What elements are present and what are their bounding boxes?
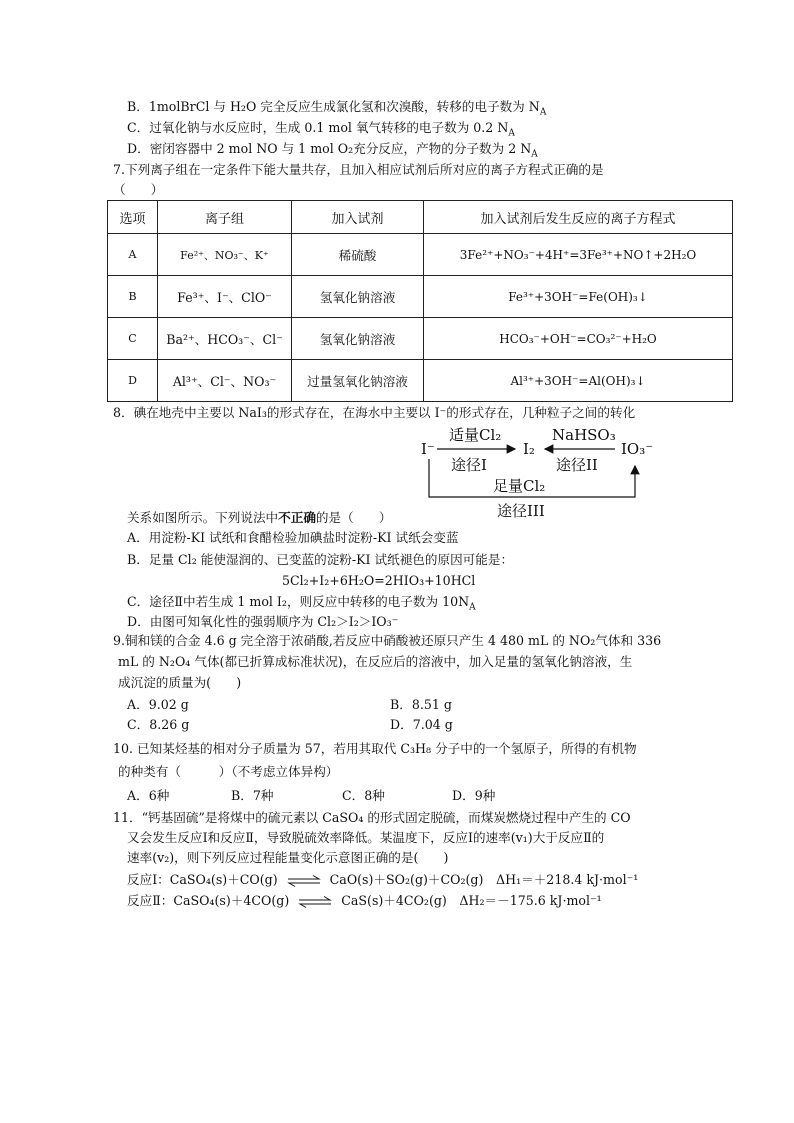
table-cell-equation: HCO₃⁻+OH⁻=CO₃²⁻+H₂O (424, 318, 733, 360)
q8-option-b-equation: 5Cl₂+I₂+6H₂O=2HIO₃+10HCl (282, 573, 476, 588)
equilibrium-arrow-icon (297, 896, 333, 908)
q10-stem-line2: 的种类有（ ）（不考虑立体异构） (118, 764, 339, 779)
table-cell-reagent: 氢氧化钠溶液 (292, 318, 424, 360)
q9-stem-line3: 成沉淀的质量为( ) (118, 675, 242, 690)
table-cell-option: C (108, 318, 158, 360)
q8-option-c: C．途径Ⅱ中若生成 1 mol I₂，则反应中转移的电子数为 $10N_A$ (127, 594, 476, 613)
table-cell-equation: 3Fe²⁺+NO₃⁻+4H⁺=3Fe³⁺+NO↑+2H₂O (424, 234, 733, 276)
q7-answer-bracket: （ ） (113, 182, 164, 197)
table-cell-ions: Ba²⁺、HCO₃⁻、Cl⁻ (158, 318, 292, 360)
q10-option-c: C．8种 (342, 788, 385, 803)
path3-name: 途径III (497, 502, 545, 520)
table-cell-reagent: 稀硫酸 (292, 234, 424, 276)
q9-option-b: B．8.51 g (390, 697, 452, 712)
q11-reaction-1: 反应Ⅰ：CaSO₄(s)＋CO(g) CaO(s)＋SO₂(g)＋CO₂(g) ΔH₁＝＋218.4 kJ·mol⁻¹ (127, 872, 639, 887)
q7-ion-table (107, 200, 733, 402)
q9-option-a: A．9.02 g (127, 697, 189, 712)
table-cell-option: D (108, 360, 158, 402)
table-row (108, 318, 733, 360)
q6-option-b: B．1molBrCl 与 H₂O 完全反应生成氯化氢和次溴酸，转移的电子数为 $N_A$ (127, 99, 547, 118)
table-cell-option: A (108, 234, 158, 276)
species-iodide: I⁻ (421, 440, 435, 458)
table-cell-option: B (108, 276, 158, 318)
q6-option-d: D．密闭容器中 2 mol NO 与 1 mol O₂充分反应，产物的分子数为 2 $N_A$ (127, 141, 538, 160)
q8-option-d: D．由图可知氧化性的强弱顺序为 Cl₂＞I₂＞IO₃⁻ (127, 614, 399, 629)
q11-reaction-2: 反应Ⅱ：CaSO₄(s)＋4CO(g) CaS(s)＋4CO₂(g) ΔH₂＝－175.6 kJ·mol⁻¹ (127, 893, 602, 908)
path2-reagent: NaHSO₃ (552, 426, 616, 444)
table-row (108, 276, 733, 318)
table-header: 加入试剂 (292, 201, 424, 234)
q6-option-c: C．过氧化钠与水反应时，生成 0.1 mol 氧气转移的电子数为 0.2 $N_A$ (127, 120, 515, 139)
path3-reagent: 足量Cl₂ (493, 477, 546, 495)
q9-option-c: C．8.26 g (127, 717, 190, 732)
table-row (108, 234, 733, 276)
path1-name: 途径I (451, 456, 487, 474)
q10-option-b: B．7种 (231, 788, 274, 803)
q8-option-b: B．足量 Cl₂ 能使湿润的、已变蓝的淀粉-KI 试纸褪色的原因可能是： (127, 552, 514, 567)
table-header-row (108, 201, 733, 234)
equilibrium-arrow-icon (286, 875, 322, 887)
table-row (108, 360, 733, 402)
table-header: 离子组 (158, 201, 292, 234)
q10-stem: 10. 已知某烃基的相对分子质量为 57，若用其取代 C₃H₈ 分子中的一个氢原子，所得的有机物 (113, 741, 637, 756)
q10-option-a: A．6种 (127, 788, 170, 803)
path1-reagent: 适量Cl₂ (449, 426, 502, 444)
species-iodate: IO₃⁻ (621, 440, 654, 458)
table-cell-equation: Al³⁺+3OH⁻=Al(OH)₃↓ (424, 360, 733, 402)
table-header: 加入试剂后发生反应的离子方程式 (424, 201, 733, 234)
q10-option-d: D．9种 (452, 788, 496, 803)
q9-option-d: D．7.04 g (390, 717, 453, 732)
q11-stem: 11．“钙基固硫”是将煤中的硫元素以 CaSO₄ 的形式固定脱硫，而煤炭燃烧过程中产生的 CO (113, 810, 631, 825)
q8-stem: 8．碘在地壳中主要以 NaI₃的形式存在，在海水中主要以 I⁻的形式存在，几种粒子之间的转化 (113, 405, 636, 420)
table-cell-ions: Fe³⁺、I⁻、ClO⁻ (158, 276, 292, 318)
q11-stem-line3: 速率(v₂)，则下列反应过程能量变化示意图正确的是( ) (127, 850, 449, 865)
q8-stem-continued: 关系如图所示。下列说法中不正确的是（ ） (127, 510, 392, 525)
table-cell-reagent: 过量氢氧化钠溶液 (292, 360, 424, 402)
table-cell-ions: Fe²⁺、NO₃⁻、K⁺ (158, 234, 292, 276)
q7-stem: 7.下列离子组在一定条件下能大量共存，且加入相应试剂后所对应的离子方程式正确的是 (113, 162, 604, 177)
path2-name: 途径II (556, 456, 598, 474)
q11-stem-line2: 又会发生反应Ⅰ和反应Ⅱ，导致脱硫效率降低。某温度下，反应Ⅰ的速率(v₁)大于反应Ⅱ的 (127, 830, 605, 845)
table-cell-ions: Al³⁺、Cl⁻、NO₃⁻ (158, 360, 292, 402)
q8-option-a: A．用淀粉-KI 试纸和食醋检验加碘盐时淀粉-KI 试纸会变蓝 (127, 530, 459, 545)
species-iodine: I₂ (523, 440, 535, 458)
table-cell-equation: Fe³⁺+3OH⁻=Fe(OH)₃↓ (424, 276, 733, 318)
iodine-conversion-diagram (415, 424, 655, 524)
table-header: 选项 (108, 201, 158, 234)
q9-stem-line2: mL 的 N₂O₄ 气体(都已折算成标准状况)，在反应后的溶液中，加入足量的氢氧化钠溶液，生 (118, 654, 633, 669)
table-cell-reagent: 氢氧化钠溶液 (292, 276, 424, 318)
q9-stem: 9.铜和镁的合金 4.6 g 完全溶于浓硝酸,若反应中硝酸被还原只产生 4 480 mL 的 NO₂气体和 336 (113, 633, 662, 648)
